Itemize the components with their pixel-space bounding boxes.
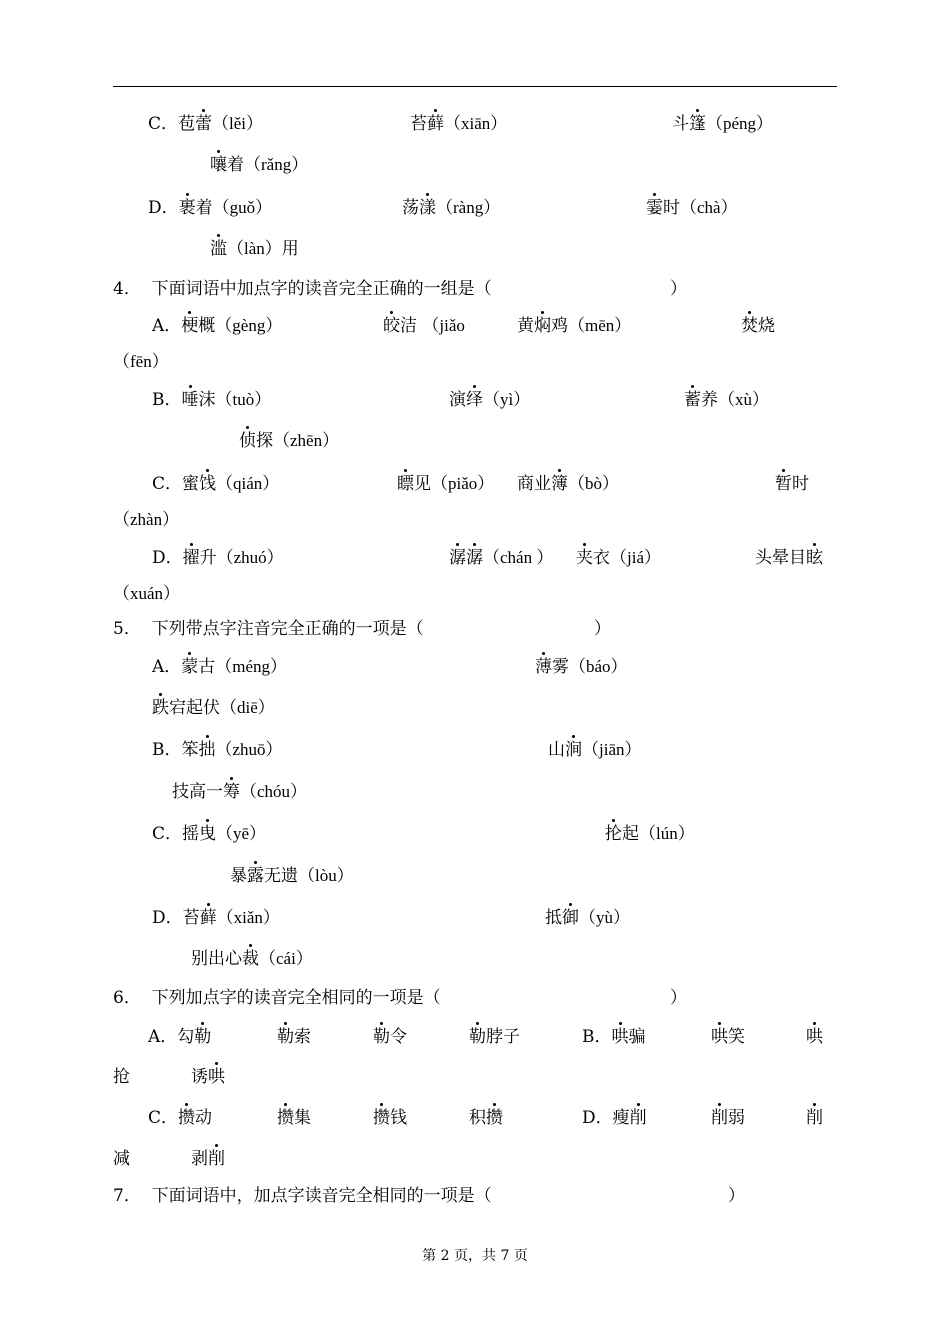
q4-c-word-2: 瞟见（piǎo）: [397, 474, 495, 494]
q4-a-word-3: 黄焖鸡（mēn）: [517, 316, 632, 336]
q3-c-word-3: 斗篷（péng）: [672, 114, 774, 134]
q4-c-word-4: 暂时: [775, 474, 809, 494]
q6-b-word-4: 诱哄: [191, 1067, 225, 1087]
q6-option-b: B．哄骗: [582, 1027, 646, 1047]
q6-b-word-3-char-2: 抢: [113, 1067, 130, 1087]
q6-stem: 6． 下列加点字的读音完全相同的一项是（: [113, 988, 441, 1008]
q5-stem: 5． 下列带点字注音完全正确的一项是（: [113, 619, 424, 639]
q3-d-word-4: 滥（làn）用: [210, 239, 299, 259]
q6-d-word-3-char-1: 削: [806, 1108, 823, 1128]
q4-b-word-2: 演绎（yì）: [449, 390, 531, 410]
q4-paren-close: ）: [670, 279, 687, 299]
q4-d-word-3: 夹衣（jiá）: [576, 548, 661, 568]
q6-paren-close: ）: [670, 988, 687, 1008]
q5-option-d: D．苔藓（xiǎn）: [152, 908, 280, 928]
q6-a-word-2: 勒索: [277, 1027, 311, 1047]
q5-option-b: B．笨拙（zhuō）: [152, 740, 283, 760]
q6-d-word-4: 剥削: [191, 1149, 225, 1169]
q4-d-word-4: 头晕目眩: [755, 548, 823, 568]
q4-option-d: D．擢升（zhuó）: [152, 548, 284, 568]
q6-option-d: D．瘦削: [582, 1108, 647, 1128]
q6-c-word-4: 积攒: [469, 1108, 503, 1128]
q5-option-c: C．摇曳（yē）: [152, 824, 267, 844]
q5-d-word-2: 抵御（yù）: [545, 908, 630, 928]
q5-option-a: A．蒙古（méng）: [152, 657, 288, 677]
q4-d-word-2: 潺潺（chán ）: [449, 548, 554, 568]
q6-d-word-3-char-2: 减: [113, 1149, 130, 1169]
q5-b-word-2: 山涧（jiān）: [548, 740, 642, 760]
q4-stem: 4． 下面词语中加点字的读音完全正确的一组是（: [113, 279, 492, 299]
page-footer: 第 2 页，共 7 页: [422, 1248, 528, 1264]
q4-option-a: A．梗概（gèng）: [152, 316, 283, 336]
q4-a-pinyin-4: （fēn）: [113, 352, 169, 371]
q6-a-word-4: 勒脖子: [469, 1027, 520, 1047]
q6-b-word-2: 哄笑: [711, 1027, 745, 1047]
q4-a-word-2: 皎洁 （jiǎo: [383, 316, 465, 336]
q3-d-word-2: 荡漾（ràng）: [402, 198, 501, 218]
q5-a-word-3: 跌宕起伏（diē）: [152, 698, 275, 718]
q3-c-word-2: 苔藓（xiān）: [410, 114, 508, 134]
q6-option-a: A．勾勒: [148, 1027, 212, 1047]
q4-c-word-3: 商业簿（bò）: [517, 474, 619, 494]
q5-d-word-3: 别出心裁（cái）: [191, 949, 313, 969]
q5-c-word-2: 抡起（lún）: [605, 824, 695, 844]
q4-b-word-4: 侦探（zhēn）: [239, 431, 340, 451]
q4-option-c: C．蜜饯（qián）: [152, 474, 280, 494]
q6-option-c: C．攒动: [148, 1108, 213, 1128]
q4-d-pinyin-4: （xuán）: [113, 584, 181, 603]
q5-b-word-3: 技高一筹（chóu）: [172, 782, 308, 802]
q4-c-pinyin-4: （zhàn）: [113, 510, 180, 529]
q3-d-word-3: 霎时（chà）: [646, 198, 738, 218]
q7-stem: 7． 下面词语中，加点字读音完全相同的一项是（: [113, 1186, 492, 1206]
q6-a-word-3: 勒令: [373, 1027, 407, 1047]
q6-c-word-2: 攒集: [277, 1108, 311, 1128]
q6-d-word-2: 削弱: [711, 1108, 745, 1128]
total-pages: 7: [500, 1248, 510, 1264]
q4-option-b: B．唾沫（tuò）: [152, 390, 272, 410]
q4-a-word-4: 焚烧: [741, 316, 775, 336]
page-number: 2: [440, 1248, 450, 1264]
q6-c-word-3: 攒钱: [373, 1108, 407, 1128]
header-rule: [113, 86, 837, 87]
q3-option-c: C．苞蕾（lěi）: [148, 114, 264, 134]
q3-c-word-4: 嚷着（rǎng）: [210, 155, 309, 175]
q5-c-word-3: 暴露无遗（lòu）: [230, 866, 354, 886]
q4-b-word-3: 蓄养（xù）: [684, 390, 769, 410]
q5-paren-close: ）: [594, 619, 611, 639]
q5-a-word-2: 薄雾（báo）: [535, 657, 628, 677]
q3-option-d: D．裹着（guǒ）: [148, 198, 273, 218]
q7-paren-close: ）: [728, 1186, 745, 1206]
q6-b-word-3-char-1: 哄: [806, 1027, 823, 1047]
